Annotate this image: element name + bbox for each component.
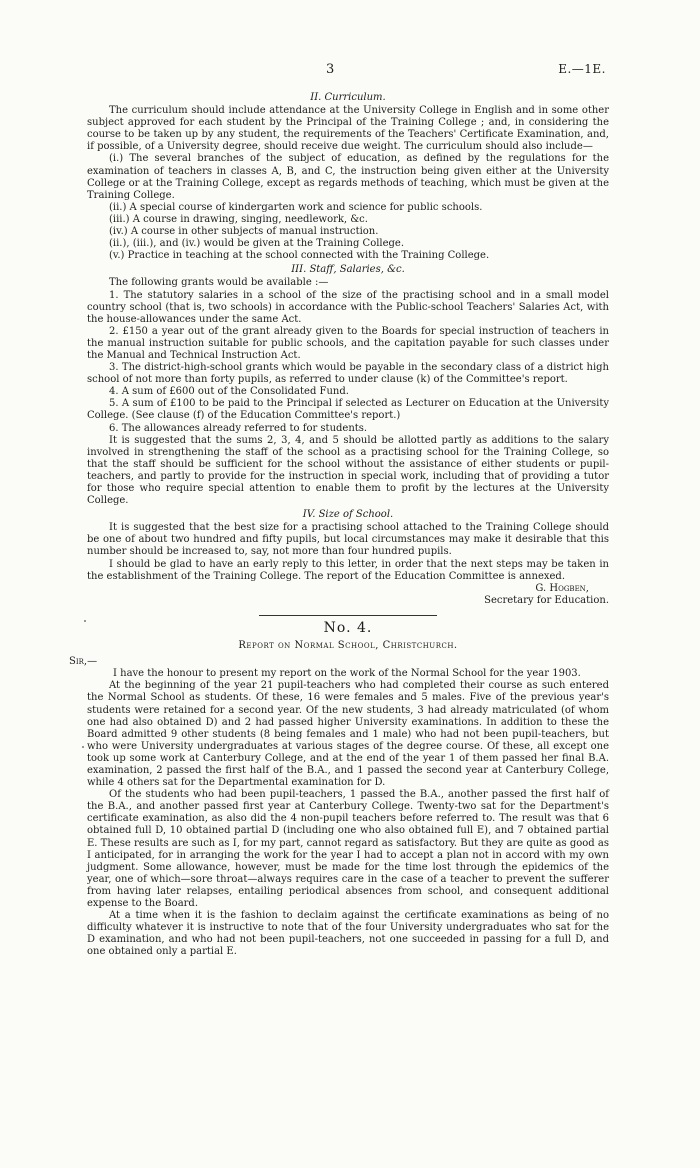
- section-heading-size: IV. Size of School.: [302, 509, 394, 521]
- list-item: (v.) Practice in teaching at the school connected with the Training College.: [109, 250, 490, 262]
- paragraph: I have the honour to present my report on the work of the Normal School for the year 1903.: [113, 668, 581, 680]
- section-heading-curriculum: II. Curriculum.: [310, 92, 386, 103]
- document-body: [69, 90, 609, 958]
- section-divider: [259, 615, 437, 616]
- list-item: (iii.) A course in drawing, singing, needlework, &c.: [109, 213, 368, 225]
- signature-name: G. Hogben,: [535, 582, 589, 594]
- list-item: (ii.) A special course of kindergarten work and science for public schools.: [109, 201, 483, 213]
- report-number: No. 4.: [323, 619, 373, 636]
- signature-title: Secretary for Education.: [484, 594, 609, 606]
- list-item: (ii.), (iii.), and (iv.) would be given at the Training College.: [109, 238, 405, 250]
- list-item: 2. £150 a year out of the grant already given to the Boards for special instruction of teachers in the manual instruction suitable for public schools, and the capitation payable for such classes under the Manual and Technical Instruction Act.: [87, 325, 609, 361]
- list-item: (iv.) A course in other subjects of manual instruction.: [109, 226, 379, 238]
- page-number: 3: [326, 62, 335, 77]
- list-item: 3. The district-high-school grants which would be payable in the secondary class of a district high school of not more than forty pupils, as referred to under clause (k) of the Committee's report.: [87, 362, 609, 386]
- paragraph: I should be glad to have an early reply to this letter, in order that the next steps may be taken in the establishment of the Training College. The report of the Education Committee is annexed.: [87, 558, 609, 582]
- paragraph: At the beginning of the year 21 pupil-teachers who had completed their course as such entered the Normal School as students. Of these, 16 were females and 5 males. Five of the previous year's students were retained for a second year. Of the new students, 3 had already matriculated (of whom one had also obtained D) and 2 had passed higher University examinations. In addition to these the Board admitted 9 other students (8 being females and 1 male) who had not been pupil-teachers, but who were University undergraduates at various stages of the degree course. Of these, all except one took up some work at Canterbury College, and at the end of the year 1 of them passed her final B.A. examination, 2 passed the first half of the B.A., and 1 passed the second year at Canterbury College, while 4 others sat for the Departmental examination for D.: [87, 680, 609, 789]
- document-reference: E.—1E.: [558, 62, 606, 76]
- salutation: Sir,—: [69, 656, 98, 668]
- margin-mark: [84, 620, 86, 622]
- list-item: 1. The statutory salaries in a school of the size of the practising school and in a small model country school (that is, two schools) in accordance with the Public-school Teachers' Salaries Act, with the house-allowances under the same Act.: [87, 289, 609, 325]
- report-title: Report on Normal School, Christchurch.: [238, 640, 458, 652]
- list-item: 4. A sum of £600 out of the Consolidated Fund.: [109, 386, 349, 398]
- section-heading-staff: III. Staff, Salaries, &c.: [291, 264, 405, 276]
- paragraph: It is suggested that the best size for a practising school attached to the Training College should be one of about two hundred and fifty pupils, but local circumstances may make it desirable that this number should be increased to, say, not more than four hundred pupils.: [87, 522, 609, 558]
- list-item: (i.) The several branches of the subject of education, as defined by the regulations for the examination of teachers in classes A, B, and C, the instruction being given either at the University College or at the Training College, except as regards methods of teaching, which must be given at the Training College.: [87, 153, 609, 201]
- paragraph: It is suggested that the sums 2, 3, 4, and 5 should be allotted partly as additions to the salary involved in strengthening the staff of the school as a practising school for the Training College, so that the staff should be sufficient for the school without the assistance of either students or pupil-teachers, and partly to provide for the instruction in special work, including that of providing a tutor for those who require special attention to enable them to profit by the lectures at the University College.: [87, 434, 609, 507]
- paragraph: At a time when it is the fashion to declaim against the certificate examinations as being of no difficulty whatever it is instructive to note that of the four University undergraduates who sat for the D examination, and who had not been pupil-teachers, not one succeeded in passing for a full D, and one obtained only a partial E.: [87, 910, 609, 958]
- paragraph: Of the students who had been pupil-teachers, 1 passed the B.A., another passed the first half of the B.A., and another passed first year at Canterbury College. Twenty-two sat for the Department's certificate examination, as also did the 4 non-pupil teachers before referred to. The result was that 6 obtained full D, 10 obtained partial D (including one who also obtained full E), and 7 obtained partial E. These results are such as I, for my part, cannot regard as satisfactory. But they are quite as good as I anticipated, for in arranging the work for the year I had to accept a plan not in accord with my own judgment. Some allowance, however, must be made for the time lost through the epidemics of the year, one of which—sore throat—always requires care in the case of a teacher to prevent the sufferer from having later relapses, entailing periodical absences from school, and consequent additional expense to the Board.: [87, 789, 609, 909]
- list-item: 5. A sum of £100 to be paid to the Principal if selected as Lecturer on Education at the University College. (See clause (f) of the Education Committee's report.): [87, 398, 609, 422]
- page-header: [0, 62, 700, 78]
- paragraph: The curriculum should include attendance at the University College in English and in some other subject approved for each student by the Principal of the Training College ; and, in considering the course to be taken up by any student, the requirements of the Teachers' Certificate Examination, and, if possible, of a University degree, should receive due weight. The curriculum should also include—: [87, 105, 609, 153]
- list-item: 6. The allowances already referred to for students.: [109, 422, 368, 434]
- paragraph: The following grants would be available :—: [109, 277, 329, 289]
- margin-mark: [82, 746, 84, 748]
